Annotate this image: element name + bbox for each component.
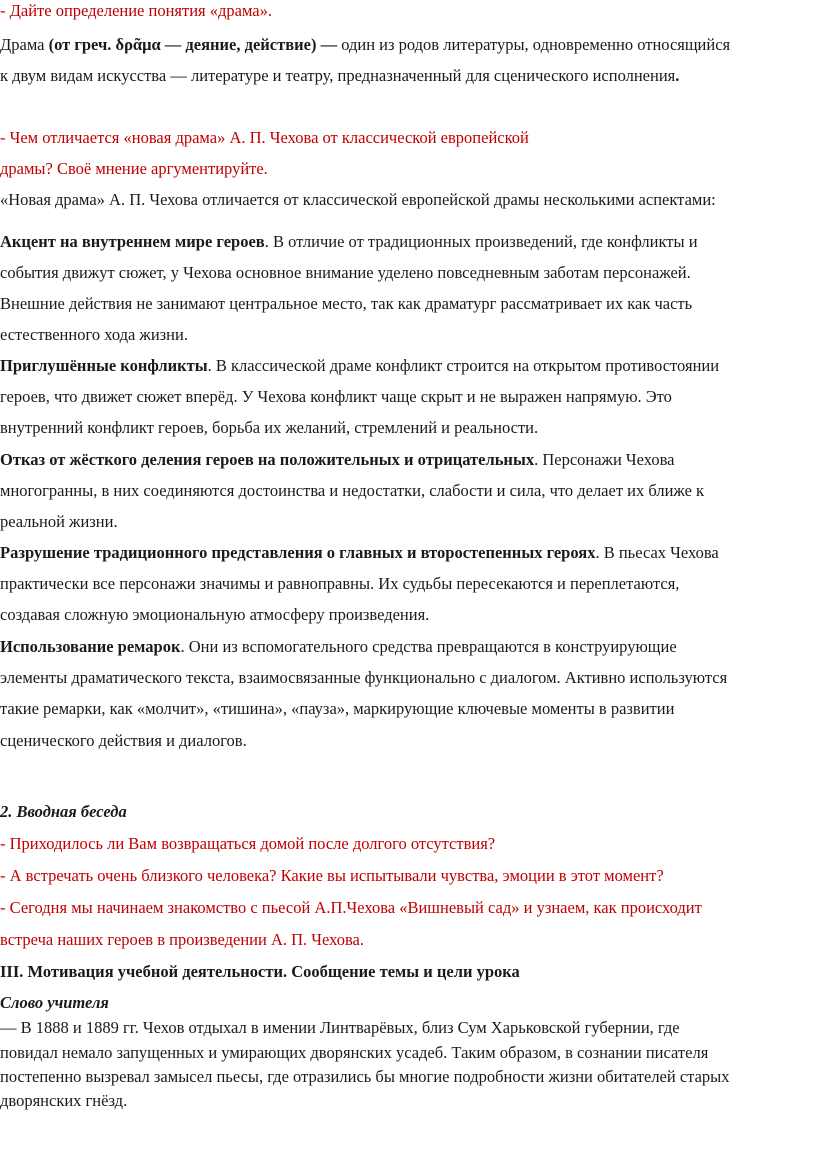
teacher-text-line-2: повидал немало запущенных и умирающих дворянских усадеб. Таким образом, в сознании писателя <box>0 1043 709 1062</box>
aspect-title: Приглушённые конфликты <box>0 356 208 375</box>
aspect-2-line-2: героев, что движет сюжет вперёд. У Чехова конфликт чаще скрыт и не выражен напрямую. Это <box>0 387 672 406</box>
new-drama-intro: «Новая драма» А. П. Чехова отличается от классической европейской драмы несколькими аспектами: <box>0 190 716 209</box>
question-new-drama-line-1: - Чем отличается «новая драма» А. П. Чехова от классической европейской <box>0 128 529 147</box>
aspect-5-line-3: такие ремарки, как «молчит», «тишина», «пауза», маркирующие ключевые моменты в развитии <box>0 699 675 718</box>
aspect-4-line-3: создавая сложную эмоциональную атмосферу произведения. <box>0 605 430 624</box>
aspect-1-line-4: естественного хода жизни. <box>0 325 188 344</box>
section-2-heading: 2. Вводная беседа <box>0 802 127 821</box>
aspect-title: Разрушение традиционного представления о главных и второстепенных героях <box>0 543 596 562</box>
section-2-question-2: - А встречать очень близкого человека? Какие вы испытывали чувства, эмоции в этот момент? <box>0 866 664 885</box>
definition-period: . <box>675 66 680 85</box>
aspect-3-line-1: Отказ от жёсткого деления героев на положительных и отрицательных. Персонажи Чехова <box>0 450 675 469</box>
aspect-title: Акцент на внутреннем мире героев <box>0 232 265 251</box>
section-3-heading: III. Мотивация учебной деятельности. Сообщение темы и цели урока <box>0 962 520 981</box>
aspect-3-line-3: реальной жизни. <box>0 512 118 531</box>
definition-etymology: (от греч. δρᾶμα — деяние, действие) — <box>48 35 338 54</box>
aspect-5-line-1: Использование ремарок. Они из вспомогательного средства превращаются в конструирующие <box>0 637 677 656</box>
aspect-3-line-2: многогранны, в них соединяются достоинства и недостатки, слабости и сила, что делает их ближе к <box>0 481 705 500</box>
section-2-question-3-line-1: - Сегодня мы начинаем знакомство с пьесой А.П.Чехова «Вишневый сад» и узнаем, как происходит <box>0 898 702 917</box>
question-drama-definition: - Дайте определение понятия «драма». <box>0 1 273 20</box>
aspect-2-line-1: Приглушённые конфликты. В классической драме конфликт строится на открытом противостоянии <box>0 356 720 375</box>
aspect-5-line-2: элементы драматического текста, взаимосвязанные функционально с диалогом. Активно используются <box>0 668 728 687</box>
section-2-question-3-line-2: встреча наших героев в произведении А. П. Чехова. <box>0 930 364 949</box>
definition-text: один из родов литературы, одновременно относящийся <box>337 35 731 54</box>
definition-text-2: к двум видам искусства — литературе и театру, предназначенный для сценического исполнения <box>0 66 676 85</box>
aspect-4-line-1: Разрушение традиционного представления о главных и второстепенных героях. В пьесах Чехова <box>0 543 719 562</box>
aspect-title: Отказ от жёсткого деления героев на положительных и отрицательных <box>0 450 535 469</box>
aspect-1-line-2: события движут сюжет, у Чехова основное внимание уделено повседневным заботам персонажей. <box>0 263 691 282</box>
teacher-text-line-4: дворянских гнёзд. <box>0 1091 128 1110</box>
section-2-question-1: - Приходилось ли Вам возвращаться домой после долгого отсутствия? <box>0 834 496 853</box>
aspect-title: Использование ремарок <box>0 637 181 656</box>
aspect-4-line-2: практически все персонажи значимы и равноправны. Их судьбы пересекаются и переплетаются, <box>0 574 680 593</box>
drama-definition-line-2 <box>0 66 679 86</box>
teacher-word-heading: Слово учителя <box>0 993 109 1012</box>
aspect-1-line-3: Внешние действия не занимают центральное место, так как драматург рассматривает их как часть <box>0 294 693 313</box>
teacher-text-line-3: постепенно вызревал замысел пьесы, где отразились бы многие подробности жизни обитателей старых <box>0 1067 730 1086</box>
teacher-text-line-1: — В 1888 и 1889 гг. Чехов отдыхал в имении Линтварёвых, близ Сум Харьковской губернии, где <box>0 1018 680 1037</box>
drama-definition-line-1 <box>0 35 730 55</box>
question-new-drama-line-2: драмы? Своё мнение аргументируйте. <box>0 159 268 178</box>
definition-term: Драма <box>0 35 49 54</box>
aspect-2-line-3: внутренний конфликт героев, борьба их желаний, стремлений и реальности. <box>0 418 539 437</box>
aspect-5-line-4: сценического действия и диалогов. <box>0 731 247 750</box>
aspect-1-line-1: Акцент на внутреннем мире героев. В отличие от традиционных произведений, где конфликты и <box>0 232 698 251</box>
